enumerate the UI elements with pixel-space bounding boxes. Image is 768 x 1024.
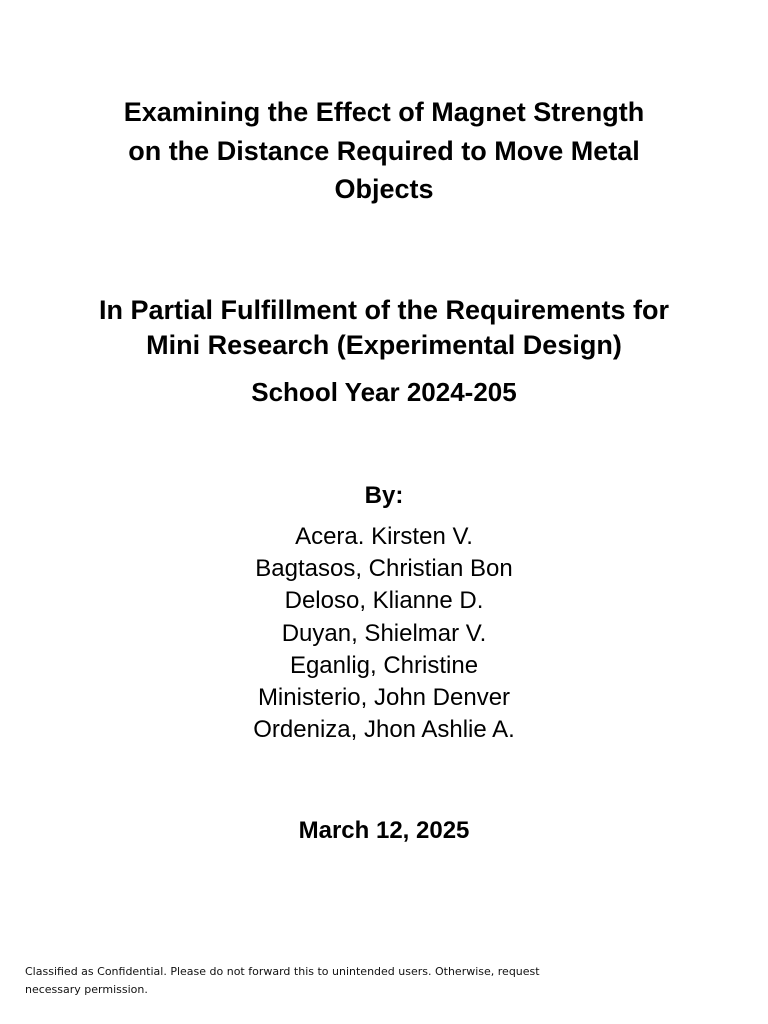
author-name: Ordeniza, Jhon Ashlie A. [253, 716, 515, 744]
by-label: By: [364, 482, 404, 509]
fulfillment-statement [0, 293, 768, 363]
title-line-1: Examining the Effect of Magnet Strength [123, 97, 645, 127]
fulfillment-line-2: Mini Research (Experimental Design) [146, 330, 622, 360]
author-name: Acera. Kirsten V. [295, 523, 473, 550]
author-name: Duyan, Shielmar V. [281, 619, 487, 647]
author-name: Deloso, Klianne D. [284, 587, 484, 615]
author-list [0, 521, 768, 746]
confidentiality-footer: Classified as Confidential. Please do not forward this to unintended users. Otherwise, request necessary permission. [25, 965, 540, 996]
fulfillment-line-1: In Partial Fulfillment of the Requirements for [98, 295, 670, 325]
submission-date: March 12, 2025 [298, 817, 470, 844]
document-title [0, 93, 768, 209]
author-name: Bagtasos, Christian Bon [255, 555, 513, 583]
author-name: Ministerio, John Denver [257, 684, 511, 712]
school-year: School Year 2024-205 [251, 377, 517, 407]
author-name: Eganlig, Christine [289, 651, 479, 679]
title-line-2: on the Distance Required to Move Metal [128, 135, 640, 166]
title-line-3: Objects [334, 174, 434, 204]
